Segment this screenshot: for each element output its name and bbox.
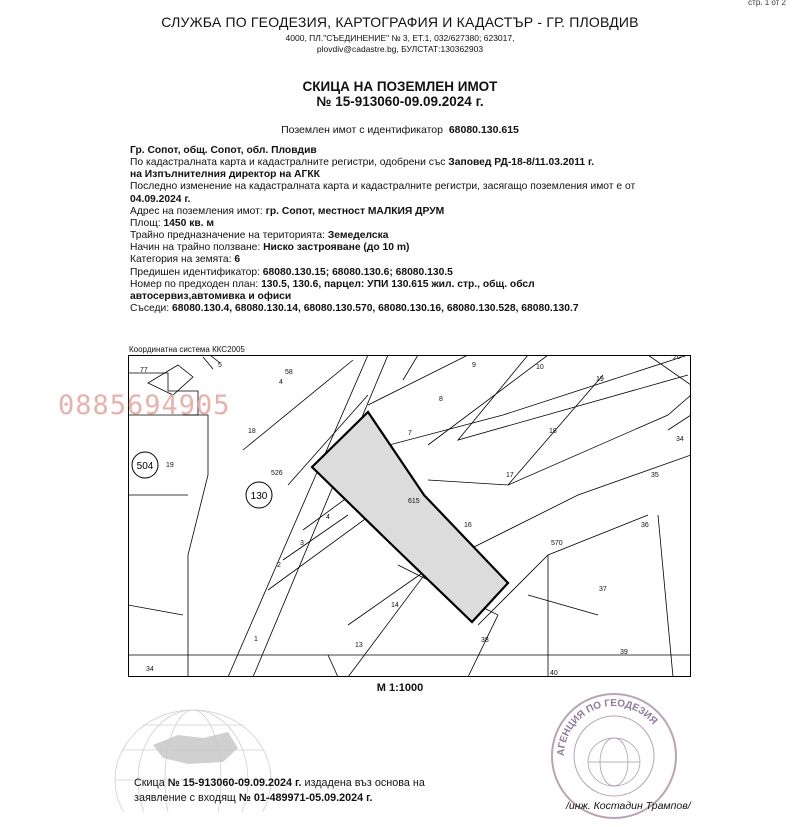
parcel-label: 77 bbox=[140, 367, 148, 374]
parcel-label: 615 bbox=[408, 498, 420, 505]
parcel-label: 37 bbox=[599, 586, 607, 593]
prev-plan-value-2: автосервиз,автомивка и офиси bbox=[130, 290, 292, 302]
signer-name: /инж. Костадин Трампов/ bbox=[566, 800, 691, 812]
watermark-phone: 0885694905 bbox=[58, 390, 231, 421]
identifier-value: 68080.130.615 bbox=[448, 124, 519, 136]
category-label: Категория на земята: bbox=[130, 254, 235, 266]
property-info bbox=[130, 145, 650, 315]
left-road-edge bbox=[183, 415, 208, 677]
parcel-label: 570 bbox=[551, 540, 563, 547]
prev-id-label: Предишен идентификатор: bbox=[130, 266, 263, 278]
parcel-label: 8 bbox=[439, 396, 443, 403]
footer-sketch-number: № 15-913060-09.09.2024 г. bbox=[167, 777, 302, 789]
parcel-label: 36 bbox=[641, 522, 649, 529]
approval-order: Заповед РД-18-8/11.03.2011 г. bbox=[448, 157, 595, 169]
approval-by: на Изпълнителния директор на АГКК bbox=[130, 169, 320, 181]
parcel-label: 2 bbox=[277, 562, 281, 569]
identifier-line bbox=[0, 124, 800, 136]
document-number: № 15-913060-09.09.2024 г. bbox=[316, 94, 484, 109]
purpose-label: Трайно предназначение на територията: bbox=[130, 230, 328, 242]
parcel-label: 40 bbox=[550, 670, 558, 677]
parcel-label: 16 bbox=[464, 522, 472, 529]
footer-line1-post: издадена въз основа на bbox=[301, 777, 425, 789]
parcel-label: 5 bbox=[218, 362, 222, 369]
last-change-text: Последно изменение на кадастралната карта и кадастралните регистри, засягащо поземления имот е от bbox=[130, 181, 636, 193]
category-value: 6 bbox=[234, 254, 241, 266]
parcel-label: 4 bbox=[279, 379, 283, 386]
parcel-label: 34 bbox=[146, 666, 154, 673]
prev-id-value: 68080.130.15; 68080.130.6; 68080.130.5 bbox=[262, 266, 453, 278]
parcel-label: 14 bbox=[391, 602, 399, 609]
parcel-label: 4 bbox=[326, 514, 330, 521]
identifier-label: Поземлен имот с идентификатор bbox=[281, 124, 443, 136]
use-value: Ниско застрояване (до 10 m) bbox=[263, 242, 410, 254]
parcel-label: 526 bbox=[271, 470, 283, 477]
parcel-label: 9 bbox=[472, 362, 476, 369]
agency-address-line1: 4000, ПЛ."СЪЕДИНЕНИЕ" № 3, ЕТ.1, 032/627380; 623017, bbox=[285, 33, 515, 43]
area-value: 1450 кв. м bbox=[163, 217, 215, 229]
last-change-date: 04.09.2024 г. bbox=[130, 193, 191, 205]
map-scale: М 1:1000 bbox=[376, 682, 424, 694]
parcel-label: 10 bbox=[536, 364, 544, 371]
area-label: Площ: bbox=[130, 217, 164, 229]
neighbors-value: 68080.130.4, 68080.130.14, 68080.130.570, 68080.130.16, 68080.130.528, 68080.130.7 bbox=[172, 303, 579, 315]
quarter-number-130: 130 bbox=[250, 491, 268, 502]
parcel-label: 13 bbox=[355, 642, 363, 649]
agency-address-line2: plovdiv@cadastre.bg, БУЛСТАТ:130362903 bbox=[316, 44, 484, 54]
subject-parcel-615[interactable] bbox=[312, 412, 508, 622]
parcel-label: 18 bbox=[248, 428, 256, 435]
parcel-label: 35 bbox=[651, 472, 659, 479]
location: Гр. Сопот, общ. Сопот, обл. Пловдив bbox=[130, 145, 317, 156]
page-number: стр. 1 от 2 bbox=[748, 0, 786, 7]
parcel-label: 38 bbox=[481, 637, 489, 644]
parcel-label: 19 bbox=[166, 462, 174, 469]
parcel-label: 19 bbox=[596, 376, 604, 383]
agency-name: СЛУЖБА ПО ГЕОДЕЗИЯ, КАРТОГРАФИЯ И КАДАСТЪР - ГР. ПЛОВДИВ bbox=[161, 14, 639, 30]
address-value: гр. Сопот, местност МАЛКИЯ ДРУМ bbox=[265, 205, 445, 217]
parcel-label: 1 bbox=[254, 636, 258, 643]
document-title: СКИЦА НА ПОЗЕМЛЕН ИМОТ bbox=[302, 79, 498, 94]
parcel-label: 18 bbox=[549, 428, 557, 435]
purpose-value: Земеделска bbox=[327, 230, 389, 242]
footer-line2-pre: заявление с входящ bbox=[134, 792, 239, 804]
parcel-label: 20 bbox=[673, 355, 681, 361]
svg-text:АГЕНЦИЯ ПО ГЕОДЕЗИЯ bbox=[556, 698, 659, 756]
footer-line1-pre: Скица bbox=[134, 777, 168, 789]
footer-application-number: № 01-489971-05.09.2024 г. bbox=[238, 792, 373, 804]
approval-text: По кадастралната карта и кадастралните регистри, одобрени със bbox=[130, 157, 449, 169]
parcel-label: 34 bbox=[676, 436, 684, 443]
parcel-label: 39 bbox=[620, 649, 628, 656]
parcel-label: 7 bbox=[408, 430, 412, 437]
coordinate-system: Координатна система ККС2005 bbox=[129, 345, 245, 354]
neighbors-label: Съседи: bbox=[130, 303, 173, 315]
parcel-label: 3 bbox=[300, 540, 304, 547]
parcel-label: 58 bbox=[285, 369, 293, 376]
use-label: Начин на трайно ползване: bbox=[130, 242, 264, 254]
quarter-number-504: 504 bbox=[136, 461, 154, 472]
address-label: Адрес на поземления имот: bbox=[130, 205, 266, 217]
footer-note bbox=[134, 776, 425, 806]
stamp-text: АГЕНЦИЯ ПО ГЕОДЕЗИЯ bbox=[555, 697, 660, 757]
prev-plan-label: Номер по предходен план: bbox=[130, 278, 262, 290]
parcel-label: 17 bbox=[506, 472, 514, 479]
prev-plan-value: 130.5, 130.6, парцел: УПИ 130.615 жил. стр., общ. обсл bbox=[261, 278, 535, 290]
